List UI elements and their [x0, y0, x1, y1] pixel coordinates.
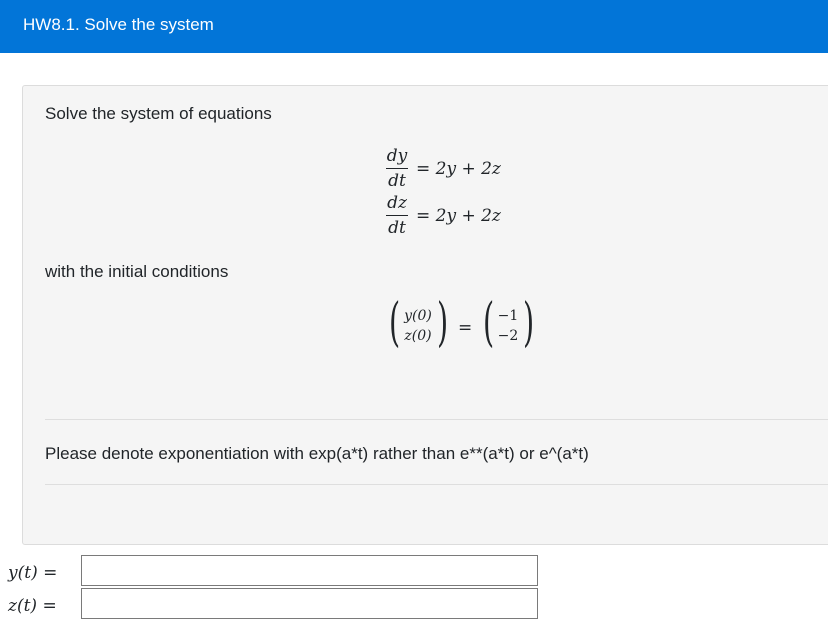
initial-rhs-y: −1 — [497, 308, 519, 324]
equation-1-fraction — [386, 145, 408, 192]
initial-lhs-z: z(0) — [404, 328, 432, 344]
exponent-note: Please denote exponentiation with exp(a*t) rather than e**(a*t) or e^(a*t) — [45, 444, 589, 463]
equation-2-rhs: = 2y + 2z — [416, 206, 501, 226]
answer-label-z: z(t) = — [8, 596, 57, 616]
page-title: HW8.1. Solve the system — [23, 15, 214, 34]
divider — [45, 419, 828, 420]
equation-2-fraction — [386, 192, 408, 239]
right-paren: ) — [523, 293, 535, 353]
equation-2-denominator: dt — [388, 218, 406, 238]
left-paren: ( — [483, 293, 495, 353]
fraction-bar — [386, 215, 408, 216]
equation-1-denominator: dt — [388, 171, 406, 191]
left-paren: ( — [389, 293, 401, 353]
initial-rhs-vector — [494, 306, 522, 346]
equation-2-numerator: dz — [387, 193, 407, 213]
initial-conditions-label: with the initial conditions — [45, 262, 229, 281]
fraction-bar — [386, 168, 408, 169]
equation-1-numerator: dy — [386, 146, 408, 166]
initial-equals: = — [458, 318, 473, 338]
equation-1-rhs: = 2y + 2z — [416, 159, 501, 179]
answer-label-y: y(t) = — [8, 563, 58, 583]
problem-intro: Solve the system of equations — [45, 104, 272, 123]
answer-input-y[interactable] — [81, 555, 538, 586]
initial-rhs-z: −2 — [497, 328, 519, 344]
initial-lhs-y: y(0) — [404, 308, 432, 324]
header-bar — [0, 0, 828, 53]
initial-lhs-vector — [398, 306, 438, 346]
right-paren: ) — [437, 293, 449, 353]
divider — [45, 484, 828, 485]
answer-input-z[interactable] — [81, 588, 538, 619]
